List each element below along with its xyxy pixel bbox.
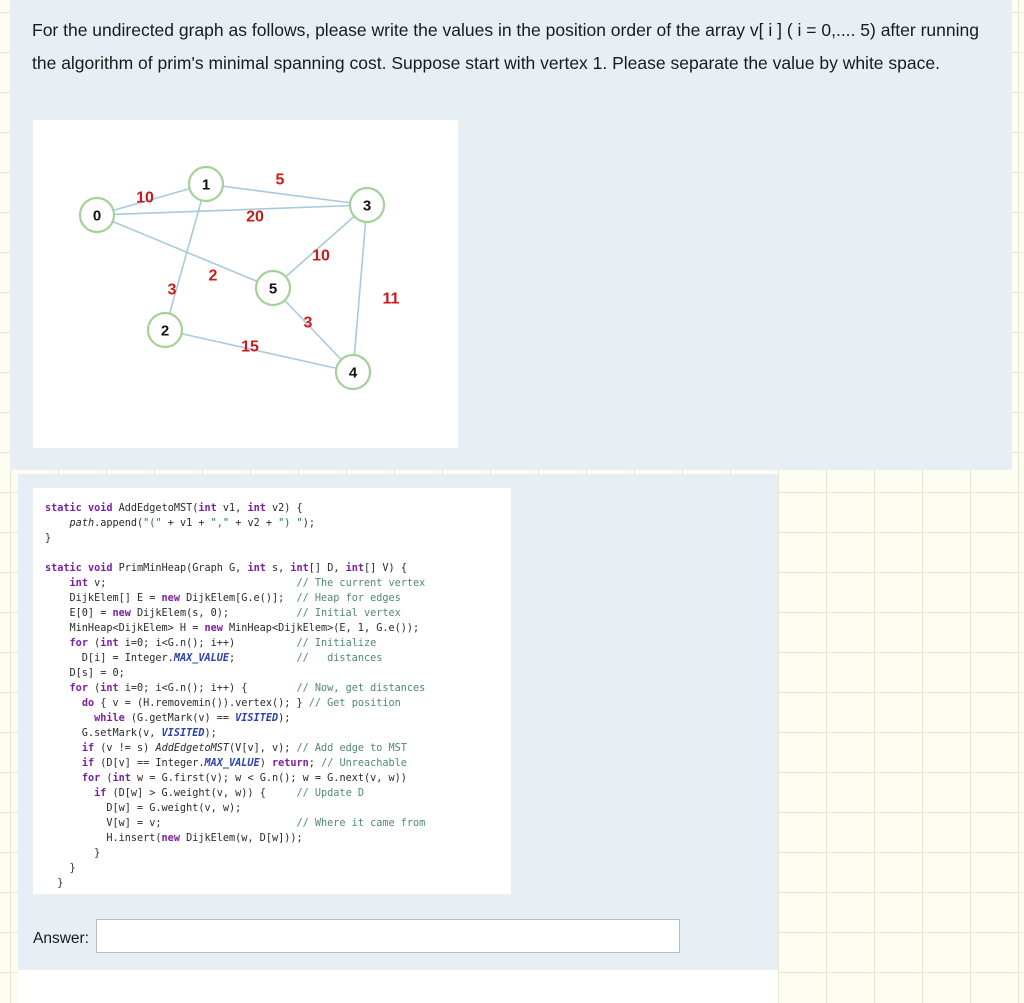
- answer-label: Answer:: [33, 930, 89, 947]
- answer-input[interactable]: [96, 919, 680, 953]
- vertex-label-0: 0: [92, 207, 102, 225]
- bottom-strip: [18, 970, 778, 1003]
- code-panel: [18, 474, 778, 970]
- code-line: }: [45, 863, 76, 874]
- code-line: H.insert(new DijkElem(w, D[w]));: [45, 833, 303, 844]
- vertex-label-3: 3: [362, 197, 372, 215]
- code-line: static void AddEdgetoMST(int v1, int v2) {: [45, 503, 303, 514]
- code-line: for (int w = G.first(v); w < G.n(); w = G.next(v, w)): [81, 773, 407, 784]
- edge-1-3: [206, 184, 367, 205]
- code-line: }: [45, 848, 101, 859]
- edge-weight-3-5: 10: [312, 247, 330, 265]
- code-line: V[w] = v; // Where it came from: [45, 818, 426, 829]
- vertex-label-4: 4: [348, 364, 358, 382]
- code-line: if (D[w] > G.weight(v, w)) { // Update D: [94, 788, 364, 799]
- edge-3-5: [273, 205, 367, 288]
- code-line: if (v != s) AddEdgetoMST(V[v], v); // Add edge to MST: [81, 743, 407, 754]
- vertex-label-2: 2: [160, 322, 170, 340]
- graph-figure: [33, 120, 458, 448]
- code-line: static void PrimMinHeap(Graph G, int s, int[] D, int[] V) {: [45, 563, 407, 574]
- code-line: G.setMark(v, VISITED);: [45, 728, 217, 739]
- graph-svg: [33, 120, 458, 448]
- code-line: for (int i=0; i<G.n(); i++) // Initialize: [69, 638, 377, 649]
- code-line: D[i] = Integer.MAX_VALUE; // distances: [45, 653, 383, 664]
- edge-3-4: [353, 205, 367, 372]
- edge-0-5: [97, 215, 273, 288]
- edge-weight-0-3: 20: [246, 208, 264, 226]
- code-line: }: [45, 533, 52, 544]
- edge-weight-0-5: 2: [208, 267, 218, 285]
- code-line: }: [45, 878, 64, 889]
- edge-0-3: [97, 205, 367, 215]
- code-line: do { v = (H.removemin()).vertex(); } // Get position: [81, 698, 401, 709]
- code-figure: [33, 488, 511, 894]
- question-text: For the undirected graph as follows, please write the values in the position order of the array v[ i ] ( i = 0,.... 5) after running the algorithm of prim's minimal spanning cost. Suppose start with vertex 1. Please separate the value by white space.: [32, 20, 979, 73]
- edge-weight-5-4: 3: [303, 314, 313, 332]
- code-line: for (int i=0; i<G.n(); i++) { // Now, get distances: [69, 683, 426, 694]
- code-line: D[w] = G.weight(v, w);: [45, 803, 242, 814]
- edge-weight-3-4: 11: [382, 290, 400, 308]
- code-line: MinHeap<DijkElem> H = new MinHeap<DijkElem>(E, 1, G.e());: [45, 623, 420, 634]
- question-panel: [10, 0, 1012, 470]
- code-line: DijkElem[] E = new DijkElem[G.e()]; // Heap for edges: [45, 593, 401, 604]
- edge-weight-1-2: 3: [167, 281, 177, 299]
- vertex-label-5: 5: [268, 280, 278, 298]
- code-line: D[s] = 0;: [45, 668, 125, 679]
- edge-weight-0-1: 10: [136, 189, 154, 207]
- code-line: while (G.getMark(v) == VISITED);: [94, 713, 291, 724]
- edge-weight-1-3: 5: [275, 171, 285, 189]
- code-line: if (D[v] == Integer.MAX_VALUE) return; // Unreachable: [81, 758, 407, 769]
- code-line: int v; // The current vertex: [69, 578, 426, 589]
- code-line: E[0] = new DijkElem(s, 0); // Initial vertex: [45, 608, 401, 619]
- code-line: path.append("(" + v1 + "," + v2 + ") ");: [69, 518, 315, 529]
- code-listing: [45, 501, 425, 891]
- vertex-label-1: 1: [201, 176, 211, 194]
- edge-2-4: [165, 330, 353, 372]
- edge-weight-2-4: 15: [241, 338, 259, 356]
